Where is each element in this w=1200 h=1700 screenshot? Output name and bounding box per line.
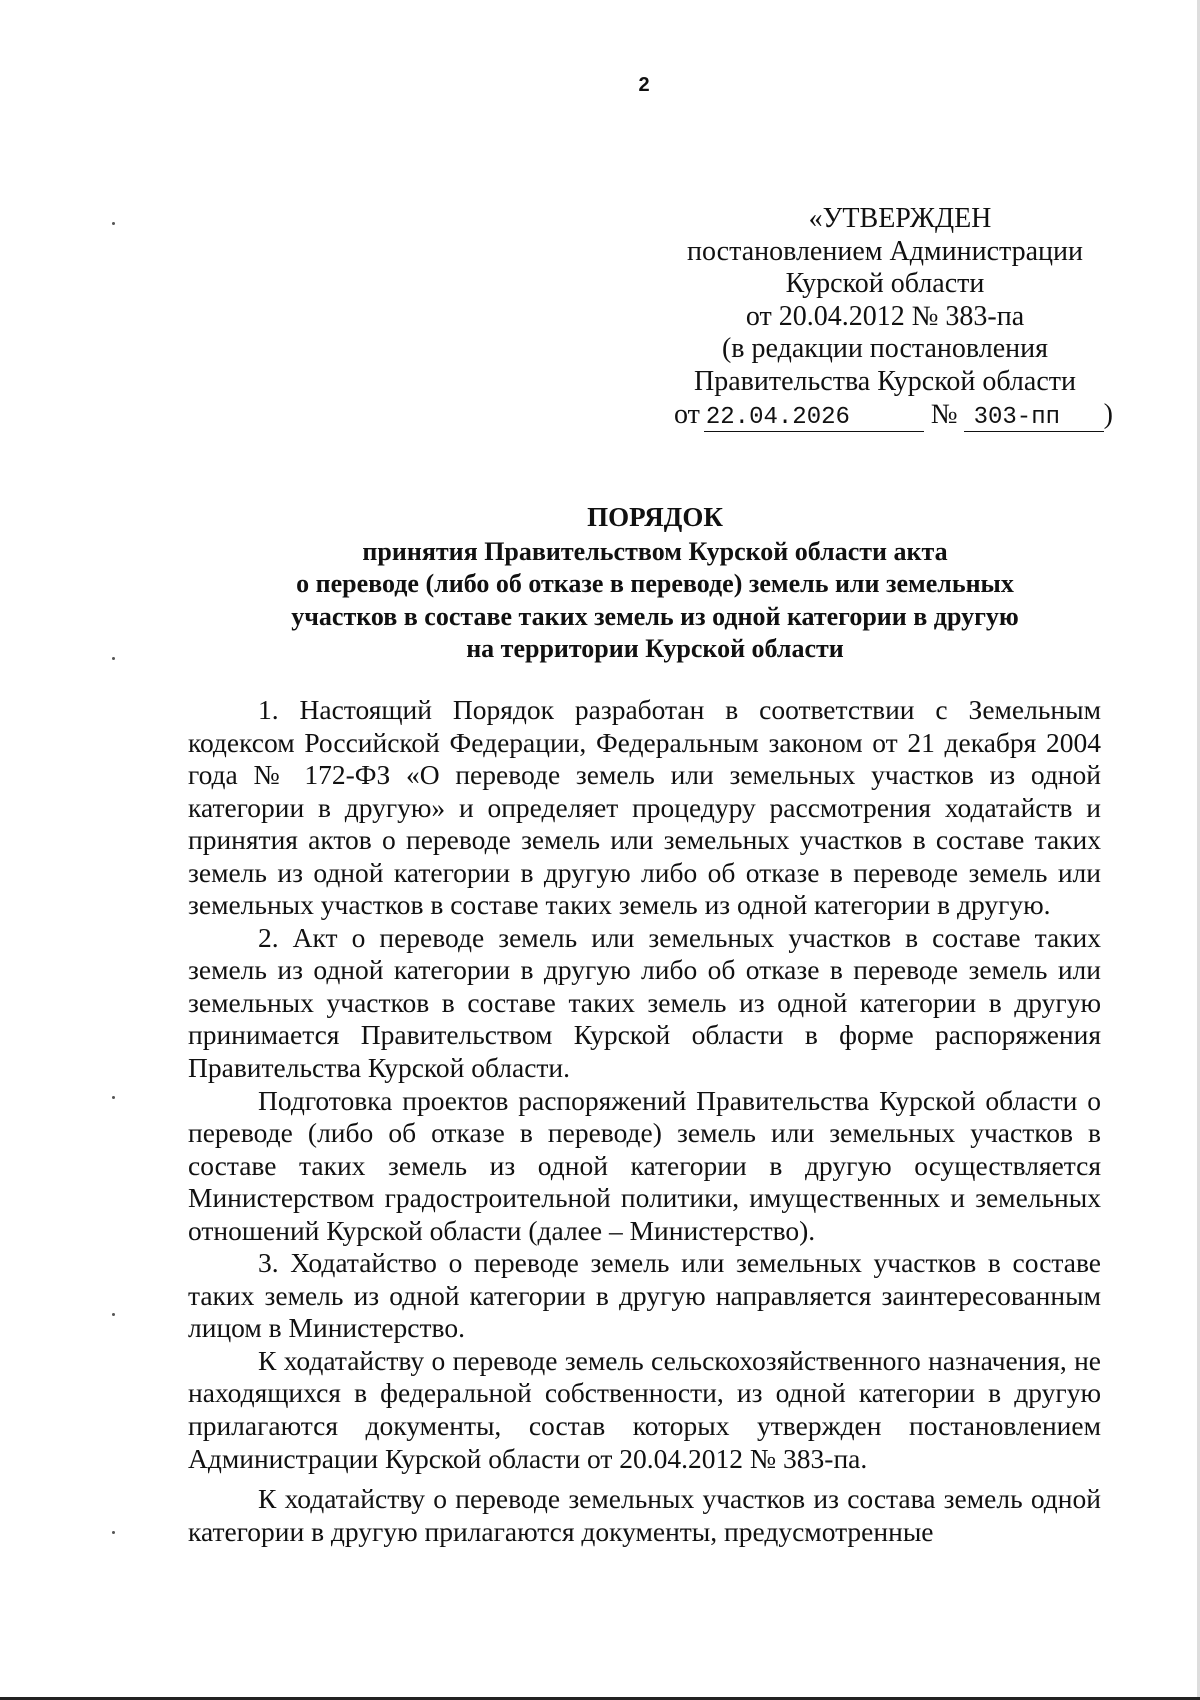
approval-line-1: «УТВЕРЖДЕН — [808, 203, 992, 234]
title-line-4: на территории Курской области — [466, 634, 844, 664]
scan-artifact — [112, 1531, 115, 1534]
approval-date-line — [640, 399, 1130, 432]
title-line-2: о переводе (либо об отказе в переводе) земель или земельных — [296, 569, 1014, 599]
approval-line-6: Правительства Курской области — [694, 365, 1076, 397]
title-line-1: принятия Правительством Курской области акта — [362, 536, 948, 566]
paragraph-1: 1. Настоящий Порядок разработан в соответствии с Земельным кодексом Российской Федерации, Федеральным законом от 21 декабря 2004 года № 172-ФЗ «О переводе земель или земельных участков из одной категории в другую» и определяет процедуру рассмотрения ходатайств и принятия актов о переводе земель или земельных участков в составе таких земель из одной категории в другую либо об отказе в переводе земель или земельных участков в составе таких земель из одной категории в другую. — [188, 694, 1101, 921]
scan-artifact — [112, 222, 115, 225]
paragraph-3: Подготовка проектов распоряжений Правительства Курской области о переводе (либо об отказе в переводе) земель или земельных участков в составе таких земель из одной категории в другую осуществляется Министерством градостроительной политики, имущественных и земельных отношений Курской области (далее – Министерство). — [188, 1084, 1101, 1246]
scan-artifact — [112, 1096, 115, 1099]
date-field: 22.04.2026 — [704, 405, 924, 432]
scan-artifact — [112, 657, 115, 660]
approval-block — [640, 203, 1130, 432]
page-number: 2 — [638, 74, 650, 96]
number-field: 303-пп — [964, 405, 1104, 432]
approval-line-4: от 20.04.2012 № 383-па — [745, 300, 1025, 332]
paragraph-2: 2. Акт о переводе земель или земельных участков в составе таких земель из одной категории в другую либо об отказе в переводе земель или земельных участков в составе таких земель из одной категории в другую принимается Правительством Курской области в форме распоряжения Правительства Курской области. — [188, 921, 1101, 1084]
approval-line-2: постановлением Администрации — [687, 235, 1083, 267]
closing-bracket: ) — [1103, 398, 1113, 430]
approval-line-3: Курской области — [785, 268, 985, 300]
date-prefix: от — [674, 398, 700, 430]
scan-artifact — [112, 1313, 115, 1316]
paragraph-6: К ходатайству о переводе земельных участков из состава земель одной категории в другую прилагаются документы, предусмотренные — [188, 1483, 1101, 1547]
title-line-3: участков в составе таких земель из одной категории в другую — [291, 601, 1019, 631]
paragraph-5: К ходатайству о переводе земель сельскохозяйственного назначения, не находящихся в федеральной собственности, из одной категории в другую прилагаются документы, состав которых утвержден постановлением Администрации Курской области от 20.04.2012 № 383-па. — [188, 1344, 1101, 1474]
approval-line-5: (в редакции постановления — [721, 333, 1049, 365]
title-heading: ПОРЯДОК — [587, 502, 723, 532]
document-body — [188, 694, 1101, 1548]
document-title — [180, 501, 1130, 666]
paragraph-4: 3. Ходатайство о переводе земель или земельных участков в составе таких земель из одной категории в другую направляется заинтересованным лицом в Министерство. — [188, 1247, 1101, 1344]
number-prefix: № — [930, 398, 958, 430]
